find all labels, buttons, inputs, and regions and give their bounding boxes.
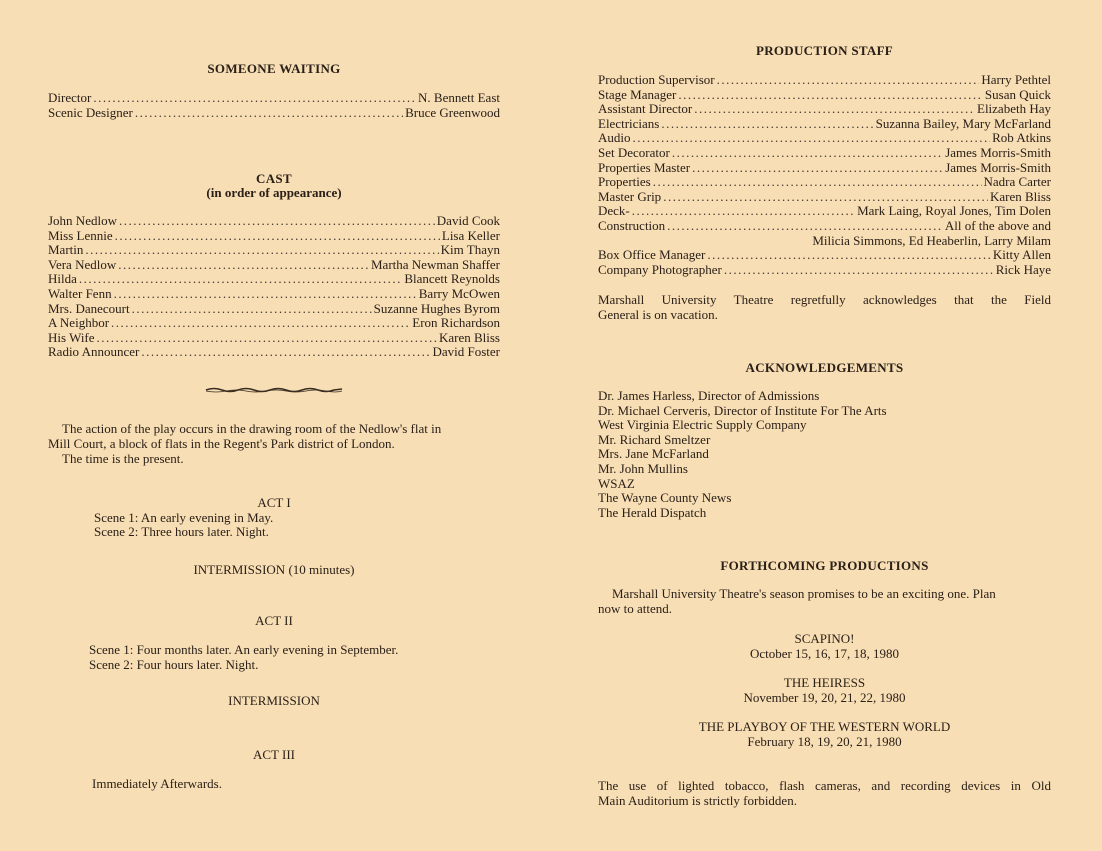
staff-row [598, 161, 1051, 176]
staff-row [598, 102, 1051, 117]
staff-row [598, 88, 1051, 103]
staff-name: All of the above and [944, 217, 1051, 233]
cast-actor: Suzanne Hughes Byrom [373, 300, 500, 316]
intermission-1: INTERMISSION (10 minutes) [193, 562, 355, 577]
cast-row [48, 214, 500, 229]
staff-row [598, 248, 1051, 263]
staff-row [598, 204, 1051, 219]
staff-role: Box Office Manager [598, 247, 706, 263]
staff-row [598, 73, 1051, 88]
staff-row [598, 175, 1051, 190]
play-title: SOMEONE WAITING [207, 61, 341, 76]
staff-name: James Morris-Smith [945, 144, 1051, 160]
staff-role: Company Photographer [598, 261, 722, 277]
list-item: Mr. John Mullins [598, 460, 688, 476]
staff-role: Audio [598, 130, 631, 146]
credits-list [48, 91, 500, 120]
staff-list [598, 73, 1051, 277]
cast-row [48, 316, 500, 331]
cast-list [48, 214, 500, 360]
staff-name: Suzanna Bailey, Mary McFarland [875, 115, 1051, 131]
list-item: Dr. Michael Cerveris, Director of Institute For The Arts [598, 402, 887, 418]
staff-name: Rick Haye [995, 261, 1051, 277]
credit-role: Scenic Designer [48, 104, 133, 120]
act3-note: Immediately Afterwards. [92, 776, 222, 791]
staff-row [598, 146, 1051, 161]
list-item: West Virginia Electric Supply Company [598, 417, 807, 433]
staff-role: Electricians [598, 115, 660, 131]
cast-row [48, 272, 500, 287]
ack-heading: ACKNOWLEDGEMENTS [745, 360, 904, 375]
act1-scene1: Scene 1: An early evening in May. [94, 510, 274, 525]
cast-role: Vera Nedlow [48, 256, 117, 272]
policy-notice [598, 778, 1051, 808]
credit-name: Bruce Greenwood [405, 104, 500, 120]
staff-role: Properties [598, 174, 651, 190]
cast-actor: Kim Thayn [440, 242, 500, 258]
production-title: THE PLAYBOY OF THE WESTERN WORLD [698, 719, 951, 734]
cast-role: Miss Lennie [48, 227, 113, 243]
staff-role: Production Supervisor [598, 72, 715, 87]
setting-line: Mill Court, a block of flats in the Regent's Park district of London. [48, 436, 395, 451]
staff-role: Assistant Director [598, 101, 693, 117]
staff-role: Deck- [598, 203, 630, 219]
staff-role: Stage Manager [598, 86, 677, 102]
list-item: WSAZ [598, 475, 635, 491]
setting-time: The time is the present. [62, 451, 184, 466]
staff-name: Kitty Allen [992, 247, 1051, 263]
cast-actor: Karen Bliss [438, 329, 500, 345]
production-title: THE HEIRESS [783, 675, 866, 690]
forthcoming-heading: FORTHCOMING PRODUCTIONS [720, 558, 929, 573]
intermission-2: INTERMISSION [228, 693, 320, 708]
staff-role: Construction [598, 217, 666, 233]
cast-actor: Lisa Keller [441, 227, 500, 243]
setting-line: The action of the play occurs in the drawing room of the Nedlow's flat in [62, 421, 442, 436]
staff-row [598, 117, 1051, 132]
cast-actor: Eron Richardson [412, 315, 500, 331]
forthcoming-intro [598, 586, 1051, 616]
staff-role: Master Grip [598, 188, 662, 204]
credit-row [48, 106, 500, 121]
cast-row [48, 258, 500, 273]
credit-row [48, 91, 500, 106]
intro-line: now to attend. [598, 601, 673, 616]
cast-row [48, 229, 500, 244]
cast-actor: David Cook [436, 213, 500, 228]
act1-scene2: Scene 2: Three hours later. Night. [94, 524, 269, 539]
cast-role: His Wife [48, 329, 95, 345]
staff-name: Rob Atkins [992, 130, 1051, 146]
staff-name: Susan Quick [984, 86, 1051, 102]
note-line: General is on vacation. [598, 307, 718, 322]
right-page [598, 0, 1051, 851]
policy-line: The use of lighted tobacco, flash cameras, and recording devices in Old [598, 778, 1051, 793]
note-line: Marshall University Theatre regretfully acknowledges that the Field [598, 292, 1051, 307]
intro-line: Marshall University Theatre's season promises to be an exciting one. Plan [612, 586, 996, 601]
cast-heading: CAST [256, 171, 292, 186]
cast-role: Mrs. Danecourt [48, 300, 130, 316]
cast-row [48, 331, 500, 346]
cast-row [48, 302, 500, 317]
staff-role: Set Decorator [598, 144, 670, 160]
cast-role: Hilda [48, 271, 77, 287]
cast-subheading: (in order of appearance) [206, 185, 342, 200]
staff-name: Karen Bliss [989, 188, 1051, 204]
act3-title: ACT III [252, 747, 295, 762]
staff-name: Harry Pethtel [981, 72, 1051, 87]
cast-role: John Nedlow [48, 213, 117, 228]
staff-row [598, 219, 1051, 234]
cast-role: Radio Announcer [48, 344, 140, 360]
act2-title: ACT II [255, 613, 293, 628]
cast-row [48, 243, 500, 258]
cast-actor: Martha Newman Shaffer [371, 256, 500, 272]
production-dates: November 19, 20, 21, 22, 1980 [743, 690, 906, 705]
policy-line: Main Auditorium is strictly forbidden. [598, 793, 797, 808]
staff-name: James Morris-Smith [945, 159, 1051, 175]
cast-actor: David Foster [432, 344, 500, 360]
cast-row [48, 345, 500, 360]
list-item: The Herald Dispatch [598, 504, 707, 520]
cast-role: A Neighbor [48, 315, 110, 331]
cast-role: Martin [48, 242, 84, 258]
act2-scene2: Scene 2: Four hours later. Night. [89, 657, 259, 672]
staff-name: Nadra Carter [983, 174, 1051, 190]
construction-continued: Milicia Simmons, Ed Heaberlin, Larry Milam [812, 232, 1051, 248]
staff-row [598, 190, 1051, 205]
cast-actor: Barry McOwen [418, 285, 500, 301]
list-item: Mr. Richard Smeltzer [598, 431, 711, 447]
field-general-note [598, 292, 1051, 322]
production-dates: October 15, 16, 17, 18, 1980 [749, 646, 900, 661]
cast-actor: Blancett Reynolds [404, 271, 500, 287]
credit-name: N. Bennett East [418, 90, 500, 105]
ack-list [598, 389, 1051, 520]
left-page [48, 0, 500, 851]
staff-name: Mark Laing, Royal Jones, Tim Dolen [857, 203, 1051, 219]
production-dates: February 18, 19, 20, 21, 1980 [747, 734, 902, 749]
list-item: The Wayne County News [598, 490, 732, 506]
staff-row [598, 263, 1051, 278]
staff-name: Elizabeth Hay [977, 101, 1051, 117]
ornament-divider-icon [204, 386, 344, 394]
credit-role: Director [48, 90, 92, 105]
setting-paragraph [48, 421, 500, 466]
cast-role: Walter Fenn [48, 285, 112, 301]
cast-row [48, 287, 500, 302]
act2-scene1: Scene 1: Four months later. An early evening in September. [89, 642, 399, 657]
staff-heading: PRODUCTION STAFF [755, 43, 894, 58]
act1-title: ACT I [257, 495, 291, 510]
staff-role: Properties Master [598, 159, 691, 175]
list-item: Mrs. Jane McFarland [598, 446, 709, 462]
production-title: SCAPINO! [794, 631, 855, 646]
staff-row [598, 131, 1051, 146]
list-item: Dr. James Harless, Director of Admissions [598, 388, 820, 403]
